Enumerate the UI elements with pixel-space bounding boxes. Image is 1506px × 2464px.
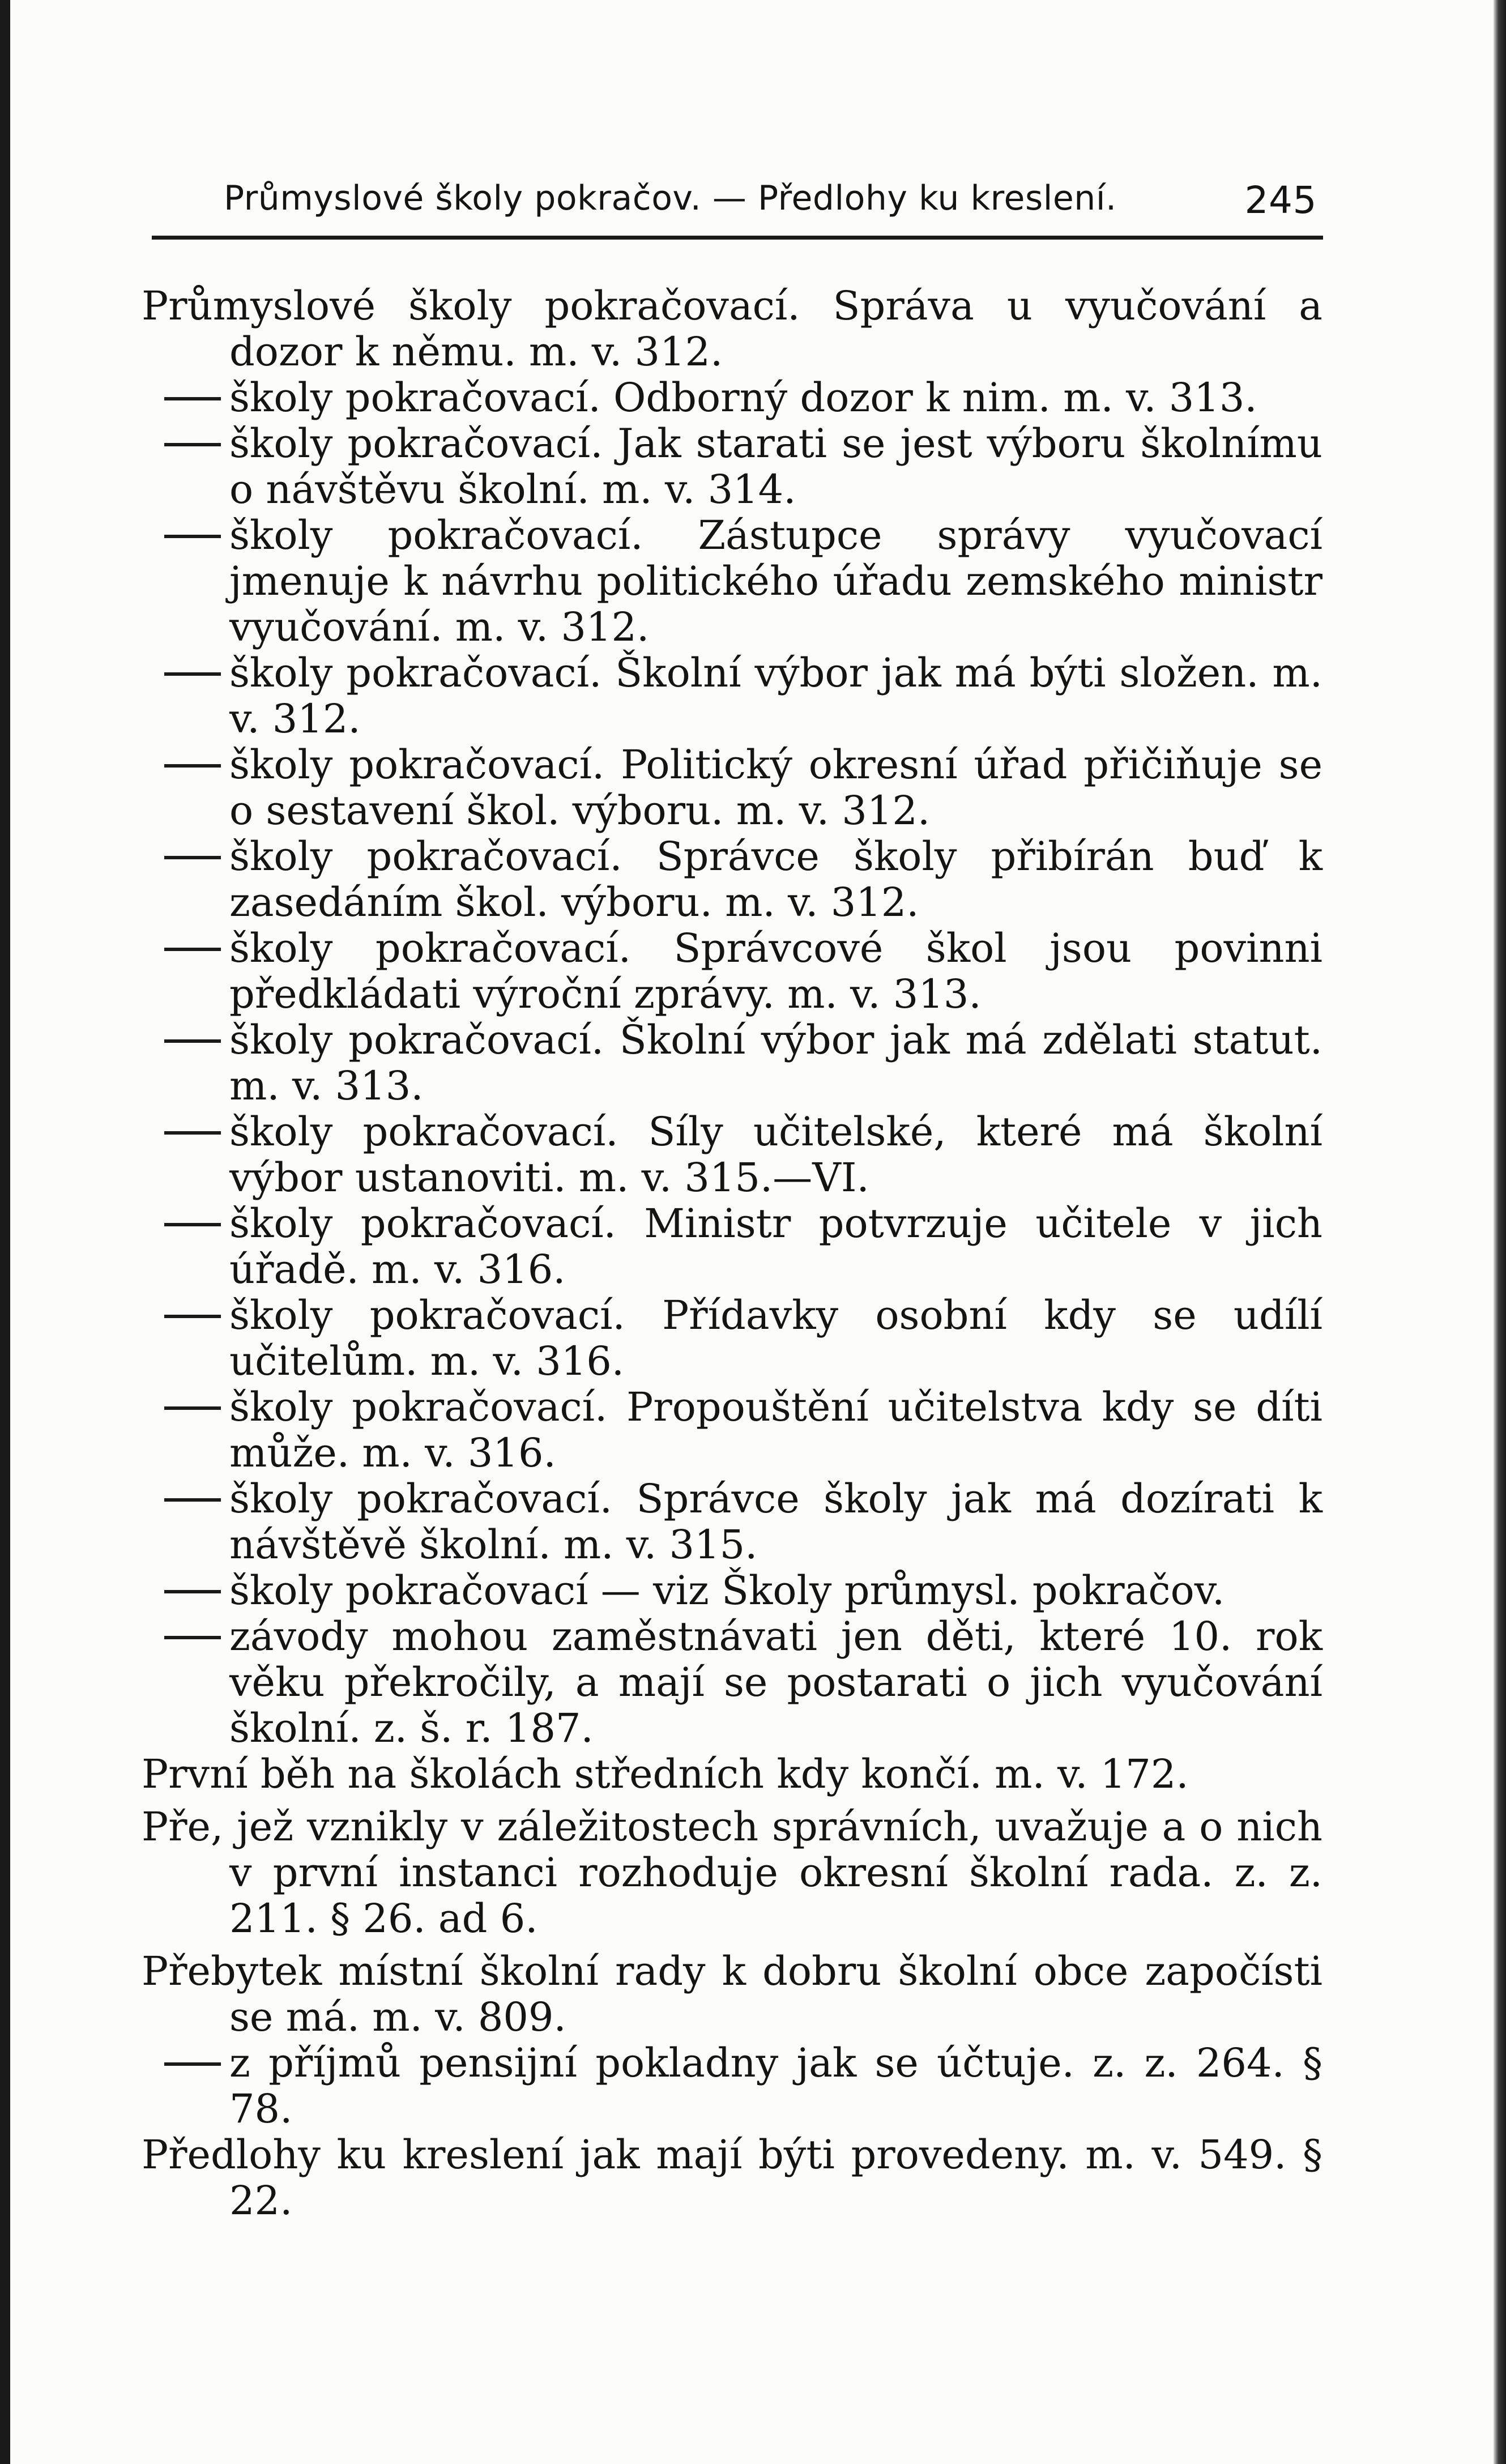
index-entry [142, 1384, 1322, 1476]
dash-mark [142, 650, 229, 696]
entry-text: První běh na školách středních kdy končí. m. v. 172. [142, 1751, 1189, 1797]
dash-mark [142, 1476, 229, 1522]
dash-mark [142, 834, 229, 880]
index-entry [142, 1201, 1322, 1293]
index-entry [142, 1476, 1322, 1568]
entry-text: Pře, jež vznikly v záležitostech správních, uvažuje a o nich v první instanci rozhoduje okresní školní rada. z. z. 211. § 26. ad 6. [142, 1804, 1322, 1942]
dash-mark [142, 375, 229, 421]
dash-mark [142, 1017, 229, 1063]
entry-text: školy pokračovací — viz Školy průmysl. pokračov. [229, 1567, 1225, 1614]
entry-text: školy pokračovací. Propouštění učitelstva kdy se díti může. m. v. 316. [229, 1384, 1322, 1476]
header-title: Průmyslové školy pokračov. — Předlohy ku kreslení. [224, 178, 1117, 218]
index-entry [142, 1109, 1322, 1201]
index-entry [142, 1949, 1322, 2040]
index-entry [142, 283, 1322, 375]
entry-text: školy pokračovací. Jak starati se jest výboru školnímu o návštěvu školní. m. v. 314. [229, 420, 1322, 513]
entry-text: školy pokračovací. Ministr potvrzuje učitele v jich úřadě. m. v. 316. [229, 1200, 1322, 1293]
entry-text: závody mohou zaměstnávati jen děti, které 10. rok věku překročily, a mají se postarati o jich vyučování školní. z. š. r. 187. [229, 1613, 1322, 1751]
index-entry [142, 513, 1322, 650]
dash-mark [142, 1293, 229, 1338]
running-header [224, 173, 1317, 224]
index-entry [142, 2040, 1322, 2132]
header-rule [152, 236, 1323, 240]
entry-text: školy pokračovací. Odborný dozor k nim. m. v. 313. [229, 374, 1257, 421]
dash-mark [142, 2040, 229, 2086]
entry-text: školy pokračovací. Síly učitelské, které má školní výbor ustanoviti. m. v. 315.—VI. [229, 1109, 1322, 1201]
entry-text: školy pokračovací. Správcové škol jsou povinni předkládati výroční zprávy. m. v. 313. [229, 925, 1322, 1017]
index-entry [142, 375, 1322, 421]
dash-mark [142, 926, 229, 971]
entry-text: z příjmů pensijní pokladny jak se účtuje. z. z. 264. § 78. [229, 2040, 1322, 2132]
index-entry [142, 1017, 1322, 1109]
entry-text: školy pokračovací. Správce školy přibírán buď k zasedáním škol. výboru. m. v. 312. [229, 833, 1322, 926]
index-entry [142, 650, 1322, 742]
dash-mark [142, 1109, 229, 1155]
dash-mark [142, 421, 229, 467]
index-entries [142, 283, 1322, 2224]
index-entry [142, 1293, 1322, 1384]
entry-text: Průmyslové školy pokračovací. Správa u vyučování a dozor k němu. m. v. 312. [142, 283, 1322, 375]
page-number: 245 [1244, 178, 1317, 222]
entry-text: školy pokračovací. Politický okresní úřad přičiňuje se o sestavení škol. výboru. m. v. 312. [229, 741, 1322, 834]
dash-mark [142, 513, 229, 559]
entry-text: školy pokračovací. Školní výbor jak má býti složen. m. v. 312. [229, 650, 1322, 742]
entry-text: školy pokračovací. Školní výbor jak má zdělati statut. m. v. 313. [229, 1017, 1322, 1109]
index-entry [142, 742, 1322, 834]
entry-text: školy pokračovací. Přídavky osobní kdy se udílí učitelům. m. v. 316. [229, 1292, 1322, 1384]
index-entry [142, 1568, 1322, 1614]
entry-text: školy pokračovací. Správce školy jak má dozírati k návštěvě školní. m. v. 315. [229, 1476, 1322, 1568]
page-left-edge [0, 0, 10, 2464]
entry-text: školy pokračovací. Zástupce správy vyučovací jmenuje k návrhu politického úřadu zemského ministr vyučování. m. v. 312. [229, 512, 1322, 650]
entry-text: Předlohy ku kreslení jak mají býti provedeny. m. v. 549. § 22. [142, 2132, 1322, 2224]
dash-mark [142, 1201, 229, 1247]
index-entry [142, 1614, 1322, 1751]
dash-mark [142, 742, 229, 788]
index-entry [142, 1751, 1322, 1797]
page-right-edge [1494, 0, 1506, 2464]
index-entry [142, 834, 1322, 926]
dash-mark [142, 1568, 229, 1614]
index-entry [142, 926, 1322, 1017]
entry-text: Přebytek místní školní rady k dobru školní obce započísti se má. m. v. 809. [142, 1948, 1322, 2040]
index-entry [142, 421, 1322, 513]
dash-mark [142, 1614, 229, 1660]
dash-mark [142, 1384, 229, 1430]
index-entry [142, 2132, 1322, 2224]
index-entry [142, 1804, 1322, 1942]
